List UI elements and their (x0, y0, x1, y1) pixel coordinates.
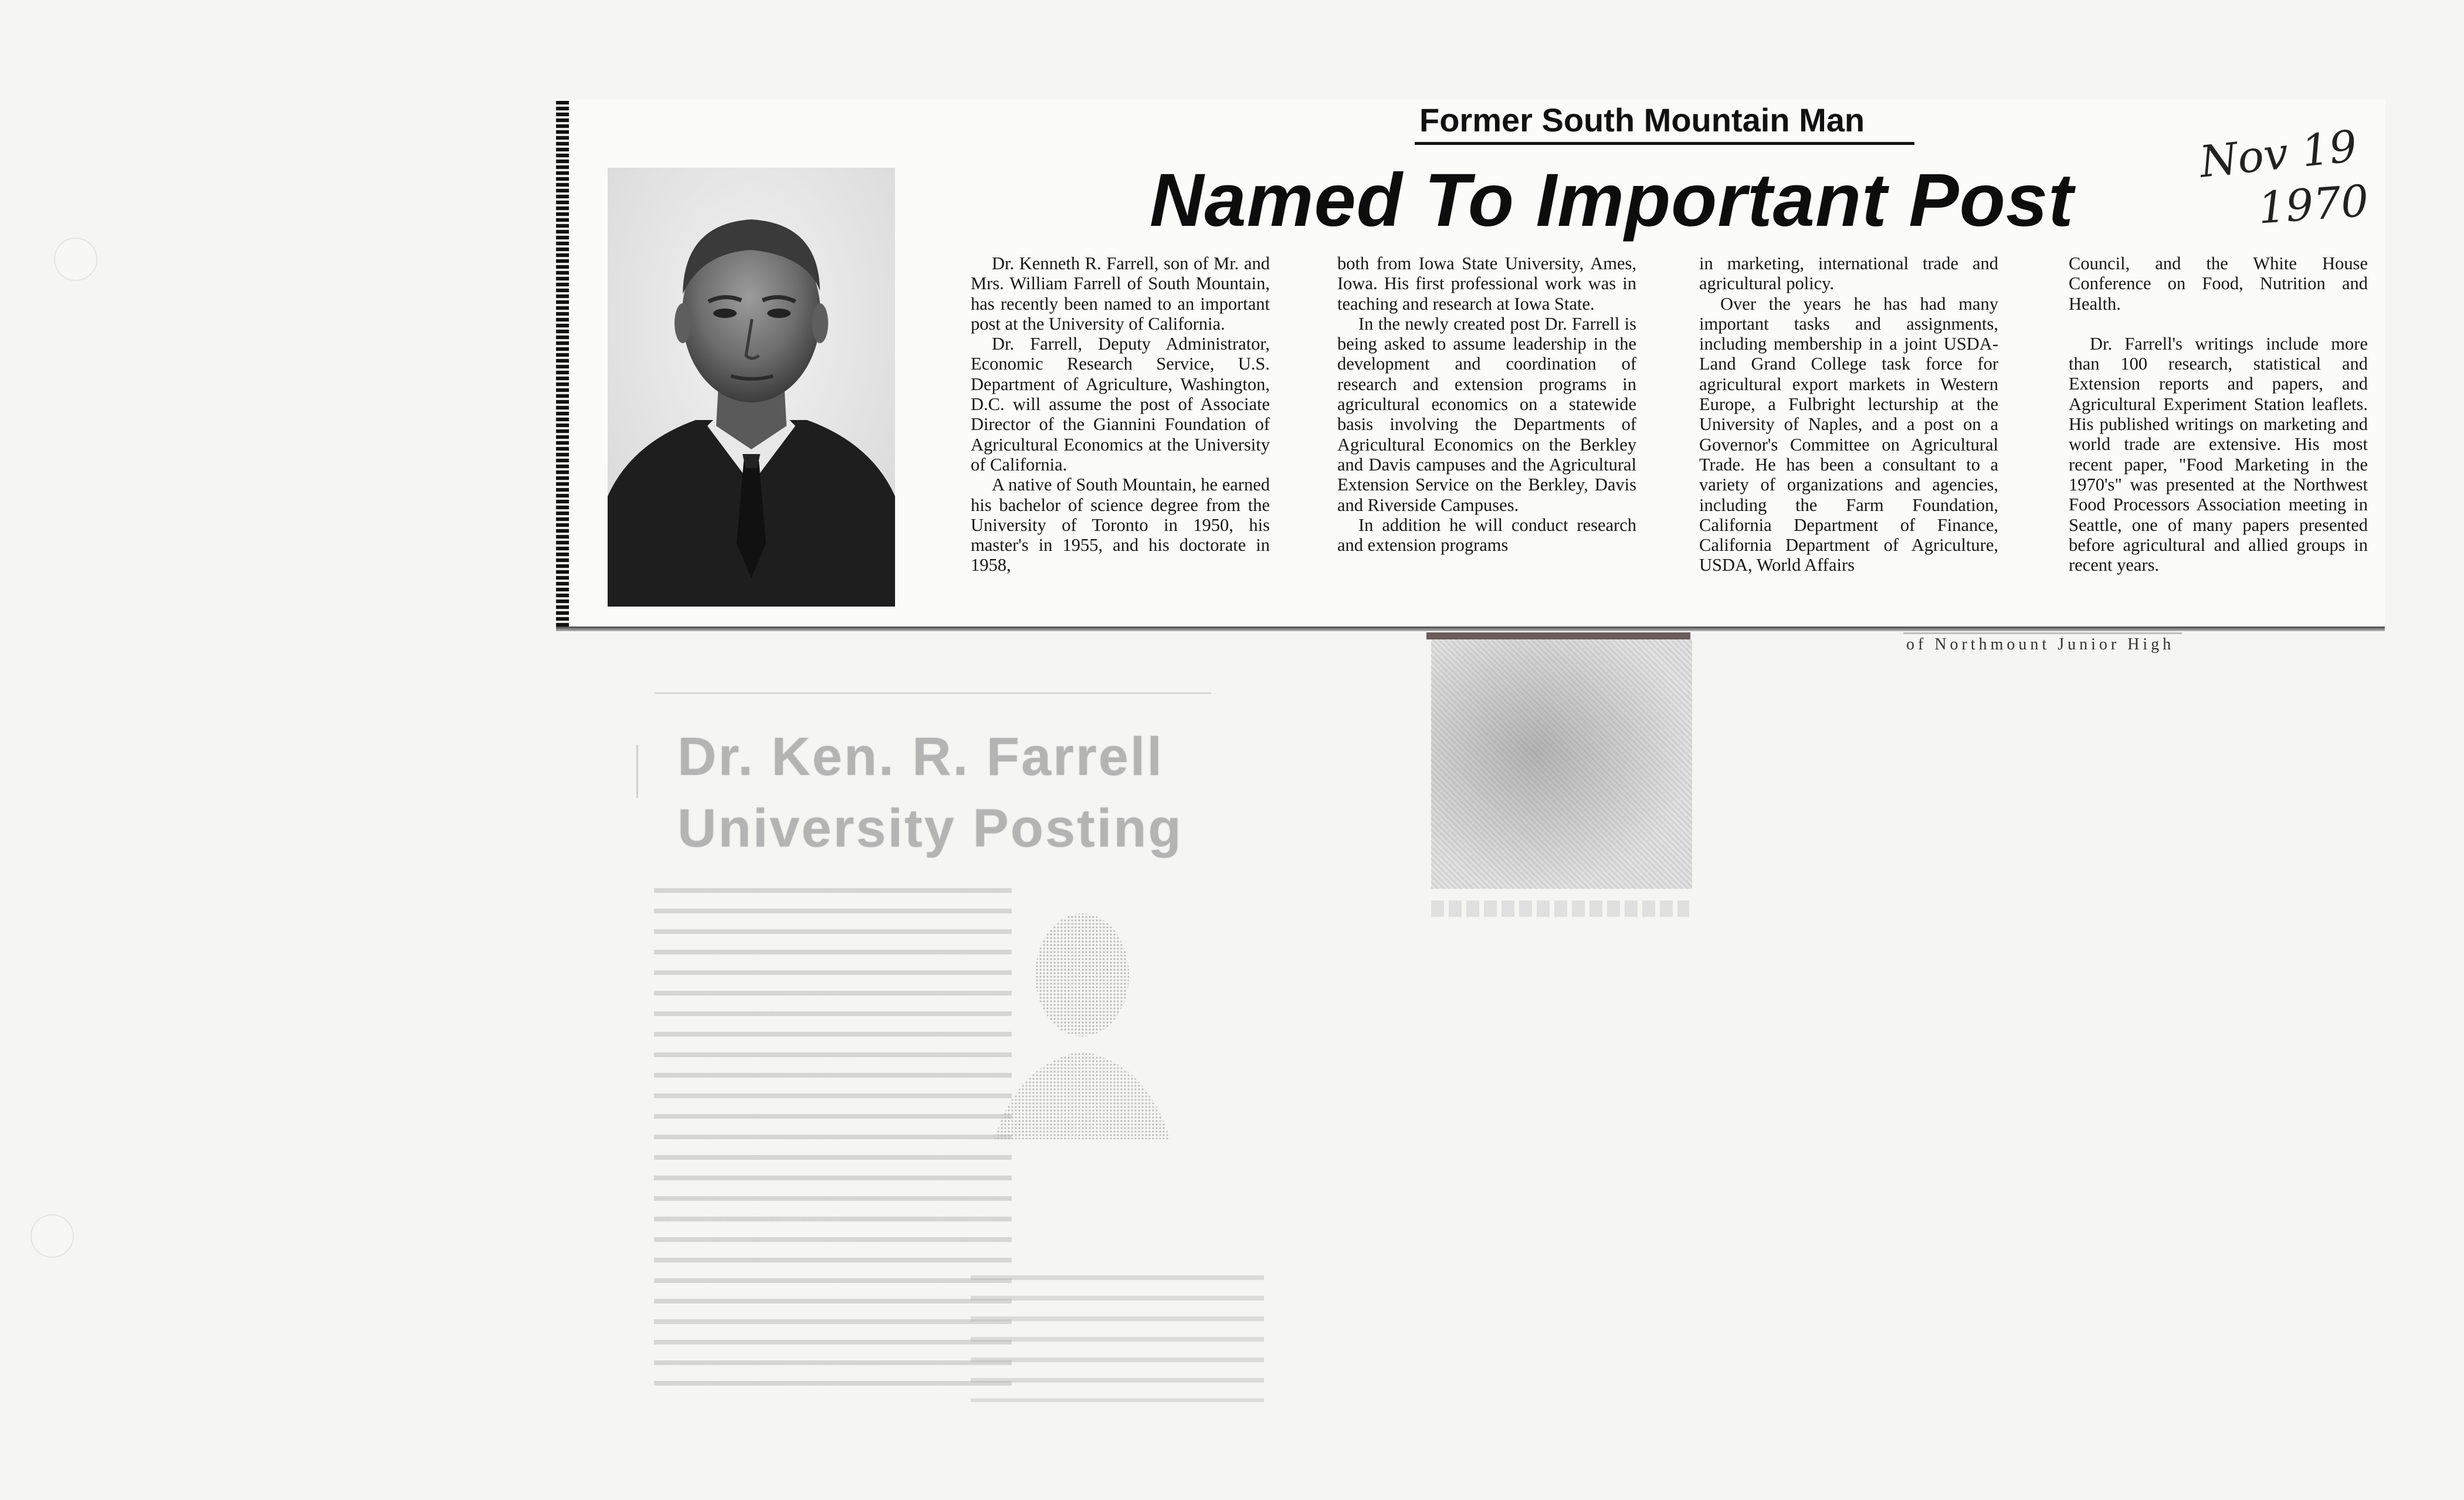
paragraph: Dr. Kenneth R. Farrell, son of Mr. and Mrs. William Farrell of South Mountain, has recently been named to an important post at the University of California. (971, 253, 1270, 334)
portrait-photo (608, 168, 895, 607)
faded-clipping (636, 680, 1264, 1396)
headline: Named To Important Post (1150, 158, 2074, 242)
fragment-text: of Northmount Junior High (1906, 635, 2175, 654)
paragraph: in marketing, international trade and agricultural policy. (1699, 253, 1998, 294)
article-column-1 (971, 253, 1270, 575)
handwritten-date (2197, 121, 2393, 246)
handwritten-date-day: Nov 19 (2197, 121, 2360, 188)
faded-headline-line-1: Dr. Ken. R. Farrell (677, 727, 1164, 787)
paragraph: Dr. Farrell's writings include more than 100 research, statistical and Extension reports and papers, and Agricultural Experiment Station leaflets. His published writings on marketing and world trade are extensive. His most recent paper, "Food Marketing in the 1970's" was presented at the Northwest Food Processors Association meeting in Seattle, one of many papers presented before agricultural and allied groups in recent years. (2069, 333, 2368, 575)
kicker-heading: Former South Mountain Man (1419, 101, 1865, 138)
paragraph: In addition he will conduct research and extension programs (1337, 514, 1636, 556)
paragraph: In the newly created post Dr. Farrell is being asked to assume leadership in the development and coordination of research and extension programs in agricultural economics on a statewide basis involving the Departments of Agricultural Economics on the Berkley and Davis campuses and the Agricultural Extension Service on the Berkley, Davis and Riverside Campuses. (1337, 313, 1636, 515)
punch-hole-top (54, 238, 97, 281)
faded-margin-mark (636, 745, 638, 798)
clipping-bottom-edge (556, 627, 2385, 631)
faded-photo-caption (1431, 900, 1689, 917)
faded-top-rule (654, 692, 1211, 694)
clipping-fragment-bar (1426, 632, 1690, 639)
paragraph: Council, and the White House Conference on Food, Nutrition and Health. (2069, 253, 2368, 314)
faded-body-text-2 (971, 1267, 1264, 1402)
kicker-underline (1415, 142, 1914, 145)
faded-photo-patch (1431, 639, 1692, 889)
paragraph: both from Iowa State University, Ames, Iowa. His first professional work was in teaching and research at Iowa State. (1337, 253, 1636, 314)
article-column-4 (2069, 253, 2368, 575)
fragment-rule (1903, 632, 2182, 634)
clipping-torn-edge (556, 101, 569, 629)
article-column-2 (1337, 253, 1636, 555)
paragraph: A native of South Mountain, he earned his bachelor of science degree from the University of Toronto in 1950, his master's in 1955, and his doctorate in 1958, (971, 475, 1270, 575)
article-column-3 (1699, 253, 1998, 575)
paragraph: Dr. Farrell, Deputy Administrator, Economic Research Service, U.S. Department of Agriculture, Washington, D.C. will assume the post of Associate Director of the Giannini Foundation of Agricultural Economics at the University of California. (971, 334, 1270, 475)
handwritten-date-year: 1970 (2256, 175, 2371, 234)
faded-body-text (654, 880, 1012, 1390)
paragraph: Over the years he has had many important tasks and assignments, including membership in a joint USDA-Land Grand College task force for agricultural export markets in Western Europe, a Fulbright lecturship at the University of Naples, and a post on a Governor's Committee on Agricultural Trade. He has been a consultant to a variety of organizations and agencies, including the Farm Foundation, California Department of Finance, California Department of Agriculture, USDA, World Affairs (1699, 293, 1998, 575)
punch-hole-bottom (30, 1214, 74, 1258)
faded-headline-line-2: University Posting (677, 798, 1183, 858)
faded-portrait-photo (982, 887, 1176, 1192)
